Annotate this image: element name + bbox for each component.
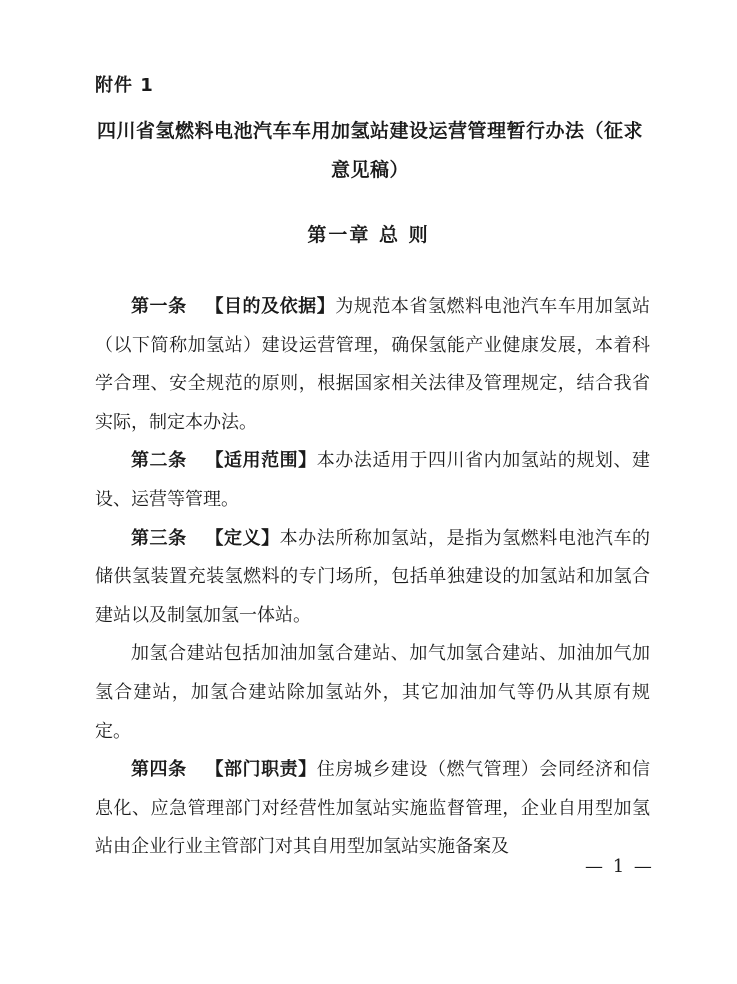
- article-number: 第二条: [131, 450, 187, 472]
- article-number: 第一条: [131, 296, 187, 317]
- body-text: [95, 288, 650, 867]
- article-tag: 【部门职责】: [205, 759, 317, 781]
- page-number: — 1 —: [585, 856, 654, 877]
- continuation-paragraph: [95, 635, 650, 751]
- article-paragraph: [95, 520, 650, 636]
- article-text: 住房城乡建设（燃气管理）会同经济和信息化、应急管理部门对经营性加氢站实施监督管理，企业自用型加氢站由企业行业主管部门对其自用型加氢站实施备案及: [95, 759, 651, 858]
- chapter-heading: 第一章 总 则: [307, 224, 430, 246]
- article-tag: 【定义】: [205, 527, 280, 549]
- article-number: 第三条: [131, 527, 187, 549]
- document-title: 四川省氢燃料电池汽车车用加氢站建设运营管理暂行办法（征求意见稿）: [96, 120, 643, 181]
- attachment-label: 附件 1: [95, 75, 154, 96]
- article-paragraph: [95, 751, 650, 867]
- article-text: 为规范本省氢燃料电池汽车车用加氢站（以下简称加氢站）建设运营管理，确保氢能产业健康发展，本着科学合理、安全规范的原则，根据国家相关法律及管理规定，结合我省实际，制定本办法。: [95, 296, 651, 433]
- article-paragraph: [95, 288, 650, 442]
- article-tag: 【目的及依据】: [205, 296, 336, 317]
- article-text: 本办法适用于四川省内加氢站的规划、建设、运营等管理。: [95, 450, 651, 510]
- article-text: 本办法所称加氢站，是指为氢燃料电池汽车的储供氢装置充装氢燃料的专门场所，包括单独建设的加氢站和加氢合建站以及制氢加氢一体站。: [95, 527, 651, 626]
- article-paragraph: [95, 442, 650, 519]
- article-tag: 【适用范围】: [205, 450, 317, 472]
- article-number: 第四条: [131, 759, 187, 781]
- paragraph-text: 加氢合建站包括加油加氢合建站、加气加氢合建站、加油加气加氢合建站，加氢合建站除加氢站外，其它加油加气等仍从其原有规定。: [95, 643, 650, 742]
